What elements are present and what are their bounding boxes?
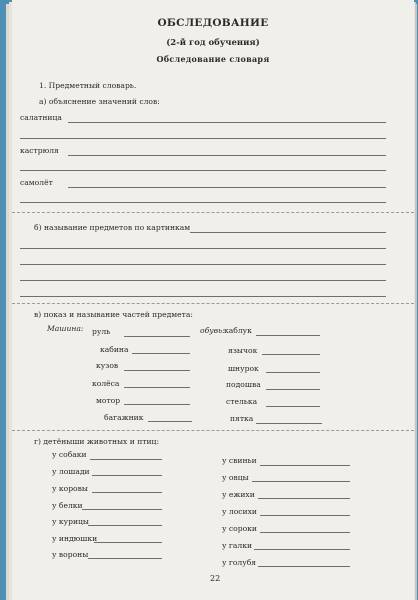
answer-line[interactable] [266,406,320,407]
shoe-part: шнурок [228,364,259,373]
shoe-part: каблук [224,326,252,335]
answer-line[interactable] [252,481,350,482]
answer-line[interactable] [68,155,386,156]
answer-line[interactable] [20,296,386,297]
part-heading: 1. Предметный словарь. [39,81,137,90]
animal-label: у лошади [52,467,90,476]
animal-label: у свиньи [222,456,257,465]
animal-label: у вороны [52,550,89,559]
answer-line[interactable] [82,509,162,510]
page-number: 22 [210,574,221,583]
animal-label: у индюшки [52,534,98,543]
shoe-part: подошва [226,380,261,389]
answer-line[interactable] [20,138,386,139]
car-part: багажник [104,413,144,422]
car-part: кабина [100,345,129,354]
word-label: самолёт [20,178,53,187]
answer-line[interactable] [124,387,190,388]
answer-line[interactable] [92,475,162,476]
subsection-g-heading: г) детёныши животных и птиц: [34,437,159,446]
answer-line[interactable] [262,354,320,355]
animal-label: у лосихи [222,507,257,516]
shoe-label: обувь: [200,326,225,335]
answer-line[interactable] [258,566,350,567]
answer-line[interactable] [256,335,320,336]
answer-line[interactable] [256,423,322,424]
answer-line[interactable] [258,498,350,499]
answer-line[interactable] [190,232,386,233]
answer-line[interactable] [260,515,350,516]
section-divider [12,303,414,304]
answer-line[interactable] [266,372,320,373]
car-part: кузов [96,361,119,370]
answer-line[interactable] [124,404,190,405]
subsection-b-heading: б) называние предметов по картинкам [34,223,191,232]
animal-label: у белки [52,501,83,510]
animal-label: у курицы [52,517,89,526]
answer-line[interactable] [254,549,350,550]
answer-line[interactable] [20,202,386,203]
shoe-part: пятка [230,414,254,423]
car-part: мотор [96,396,121,405]
animal-label: у голубя [222,558,257,567]
answer-line[interactable] [132,353,190,354]
answer-line[interactable] [90,459,162,460]
animal-label: у собаки [52,450,87,459]
answer-line[interactable] [124,336,190,337]
animal-label: у галки [222,541,253,550]
answer-line[interactable] [260,532,350,533]
answer-line[interactable] [92,492,162,493]
answer-line[interactable] [20,264,386,265]
word-label: кастрюля [20,146,59,155]
page-title: ОБСЛЕДОВАНИЕ [157,17,269,29]
animal-label: у сороки [222,524,257,533]
shoe-part: язычок [228,346,258,355]
word-label: салатница [20,113,62,122]
subsection-a-heading: а) объяснение значений слов: [39,97,160,106]
document-page [12,0,414,600]
shoe-part: стелька [226,397,258,406]
answer-line[interactable] [68,187,386,188]
answer-line[interactable] [148,421,192,422]
car-label: Машина: [47,324,84,333]
section-divider [12,212,414,213]
animal-label: у коровы [52,484,88,493]
answer-line[interactable] [68,122,386,123]
animal-label: у ежихи [222,490,255,499]
answer-line[interactable] [20,248,386,249]
answer-line[interactable] [94,542,162,543]
car-part: руль [92,327,111,336]
section-title: Обследование словаря [156,54,270,64]
car-part: колёса [92,379,120,388]
page-subtitle: (2-й год обучения) [166,38,260,48]
answer-line[interactable] [260,465,350,466]
subsection-v-heading: в) показ и называние частей предмета: [34,310,193,319]
answer-line[interactable] [88,525,162,526]
answer-line[interactable] [266,389,320,390]
answer-line[interactable] [20,280,386,281]
section-divider [12,430,414,431]
answer-line[interactable] [20,170,386,171]
answer-line[interactable] [88,558,162,559]
answer-line[interactable] [124,370,190,371]
animal-label: у овцы [222,473,249,482]
